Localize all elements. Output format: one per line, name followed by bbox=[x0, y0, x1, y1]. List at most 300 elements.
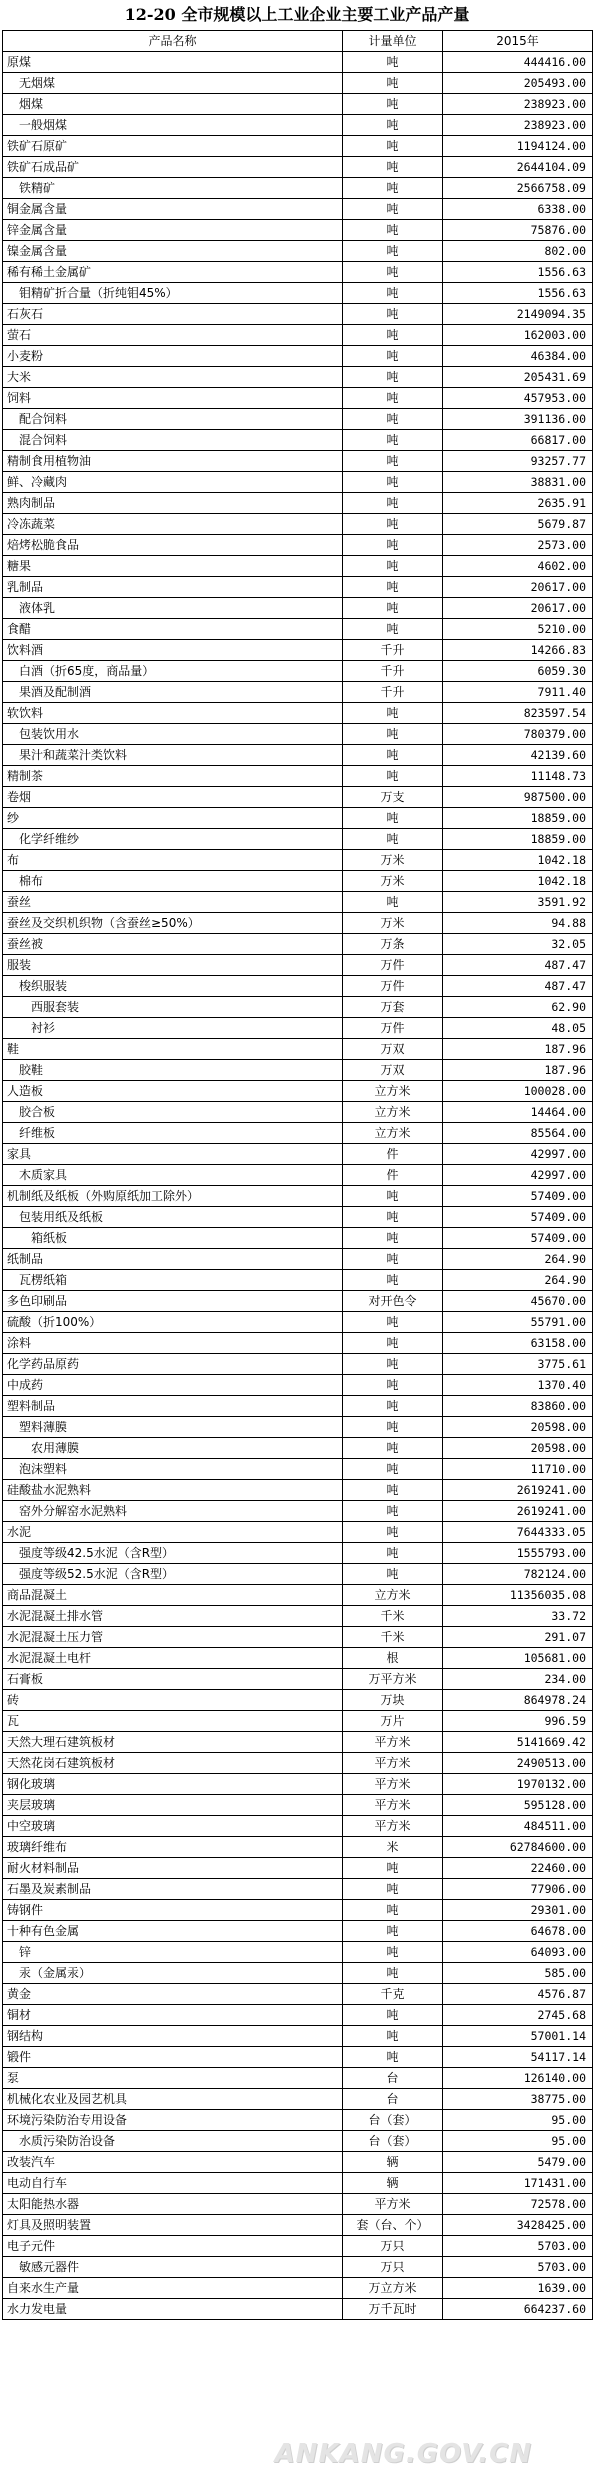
unit-cell: 吨 bbox=[343, 157, 443, 178]
production-table-wrapper bbox=[2, 30, 592, 2320]
product-name-cell: 镍金属含量 bbox=[3, 241, 343, 262]
product-name-cell: 棉布 bbox=[3, 871, 343, 892]
table-row bbox=[3, 1312, 593, 1333]
table-row bbox=[3, 913, 593, 934]
unit-cell: 吨 bbox=[343, 1333, 443, 1354]
table-row bbox=[3, 745, 593, 766]
value-cell: 105681.00 bbox=[443, 1648, 593, 1669]
table-row bbox=[3, 1123, 593, 1144]
unit-cell: 吨 bbox=[343, 52, 443, 73]
table-row bbox=[3, 1501, 593, 1522]
value-cell: 45670.00 bbox=[443, 1291, 593, 1312]
product-name-cell: 饲料 bbox=[3, 388, 343, 409]
product-name-cell: 配合饲料 bbox=[3, 409, 343, 430]
table-row bbox=[3, 178, 593, 199]
value-cell: 20598.00 bbox=[443, 1438, 593, 1459]
value-cell: 2573.00 bbox=[443, 535, 593, 556]
header-row bbox=[3, 31, 593, 52]
unit-cell: 吨 bbox=[343, 493, 443, 514]
unit-cell: 根 bbox=[343, 1648, 443, 1669]
unit-cell: 立方米 bbox=[343, 1123, 443, 1144]
unit-cell: 吨 bbox=[343, 241, 443, 262]
unit-cell: 吨 bbox=[343, 304, 443, 325]
unit-cell: 吨 bbox=[343, 1480, 443, 1501]
header-product-name: 产品名称 bbox=[3, 31, 343, 52]
product-name-cell: 饮料酒 bbox=[3, 640, 343, 661]
table-row bbox=[3, 1627, 593, 1648]
table-row bbox=[3, 1081, 593, 1102]
product-name-cell: 化学药品原药 bbox=[3, 1354, 343, 1375]
value-cell: 20617.00 bbox=[443, 598, 593, 619]
unit-cell: 吨 bbox=[343, 1921, 443, 1942]
value-cell: 5703.00 bbox=[443, 2257, 593, 2278]
table-row bbox=[3, 1144, 593, 1165]
unit-cell: 吨 bbox=[343, 73, 443, 94]
product-name-cell: 纤维板 bbox=[3, 1123, 343, 1144]
unit-cell: 平方米 bbox=[343, 1816, 443, 1837]
value-cell: 7911.40 bbox=[443, 682, 593, 703]
product-name-cell: 太阳能热水器 bbox=[3, 2194, 343, 2215]
value-cell: 18859.00 bbox=[443, 829, 593, 850]
product-name-cell: 鞋 bbox=[3, 1039, 343, 1060]
value-cell: 457953.00 bbox=[443, 388, 593, 409]
unit-cell: 万片 bbox=[343, 1711, 443, 1732]
unit-cell: 吨 bbox=[343, 1312, 443, 1333]
value-cell: 444416.00 bbox=[443, 52, 593, 73]
value-cell: 1556.63 bbox=[443, 262, 593, 283]
unit-cell: 吨 bbox=[343, 367, 443, 388]
unit-cell: 台 bbox=[343, 2089, 443, 2110]
product-name-cell: 布 bbox=[3, 850, 343, 871]
unit-cell: 千米 bbox=[343, 1627, 443, 1648]
unit-cell: 吨 bbox=[343, 808, 443, 829]
unit-cell: 吨 bbox=[343, 220, 443, 241]
product-name-cell: 水泥混凝土排水管 bbox=[3, 1606, 343, 1627]
product-name-cell: 硅酸盐水泥熟料 bbox=[3, 1480, 343, 1501]
product-name-cell: 环境污染防治专用设备 bbox=[3, 2110, 343, 2131]
unit-cell: 吨 bbox=[343, 892, 443, 913]
table-row bbox=[3, 283, 593, 304]
table-row bbox=[3, 493, 593, 514]
table-row bbox=[3, 2005, 593, 2026]
unit-cell: 吨 bbox=[343, 178, 443, 199]
product-name-cell: 原煤 bbox=[3, 52, 343, 73]
value-cell: 95.00 bbox=[443, 2110, 593, 2131]
unit-cell: 万只 bbox=[343, 2257, 443, 2278]
unit-cell: 吨 bbox=[343, 2047, 443, 2068]
value-cell: 3775.61 bbox=[443, 1354, 593, 1375]
unit-cell: 万千瓦时 bbox=[343, 2299, 443, 2320]
product-name-cell: 焙烤松脆食品 bbox=[3, 535, 343, 556]
table-row bbox=[3, 1816, 593, 1837]
unit-cell: 吨 bbox=[343, 262, 443, 283]
table-row bbox=[3, 766, 593, 787]
value-cell: 238923.00 bbox=[443, 115, 593, 136]
table-row bbox=[3, 1480, 593, 1501]
product-name-cell: 冷冻蔬菜 bbox=[3, 514, 343, 535]
value-cell: 1042.18 bbox=[443, 871, 593, 892]
value-cell: 11710.00 bbox=[443, 1459, 593, 1480]
product-name-cell: 水泥混凝土电杆 bbox=[3, 1648, 343, 1669]
unit-cell: 辆 bbox=[343, 2173, 443, 2194]
unit-cell: 吨 bbox=[343, 745, 443, 766]
unit-cell: 台（套） bbox=[343, 2131, 443, 2152]
unit-cell: 台 bbox=[343, 2068, 443, 2089]
value-cell: 2149094.35 bbox=[443, 304, 593, 325]
table-row bbox=[3, 724, 593, 745]
value-cell: 823597.54 bbox=[443, 703, 593, 724]
product-name-cell: 钼精矿折合量（折纯钼45%） bbox=[3, 283, 343, 304]
value-cell: 5703.00 bbox=[443, 2236, 593, 2257]
product-name-cell: 瓦楞纸箱 bbox=[3, 1270, 343, 1291]
unit-cell: 吨 bbox=[343, 1942, 443, 1963]
header-unit: 计量单位 bbox=[343, 31, 443, 52]
unit-cell: 平方米 bbox=[343, 1732, 443, 1753]
table-row bbox=[3, 1228, 593, 1249]
value-cell: 264.90 bbox=[443, 1270, 593, 1291]
table-row bbox=[3, 871, 593, 892]
table-row bbox=[3, 1039, 593, 1060]
value-cell: 1556.63 bbox=[443, 283, 593, 304]
unit-cell: 吨 bbox=[343, 1879, 443, 1900]
site-watermark: ANKANG.GOV.CN bbox=[274, 2439, 532, 2469]
value-cell: 126140.00 bbox=[443, 2068, 593, 2089]
product-name-cell: 服装 bbox=[3, 955, 343, 976]
product-name-cell: 白酒（折65度，商品量） bbox=[3, 661, 343, 682]
table-row bbox=[3, 1522, 593, 1543]
product-name-cell: 钢结构 bbox=[3, 2026, 343, 2047]
product-name-cell: 多色印刷品 bbox=[3, 1291, 343, 1312]
table-row bbox=[3, 1774, 593, 1795]
value-cell: 205431.69 bbox=[443, 367, 593, 388]
product-name-cell: 改装汽车 bbox=[3, 2152, 343, 2173]
unit-cell: 对开色令 bbox=[343, 1291, 443, 1312]
product-name-cell: 锌 bbox=[3, 1942, 343, 1963]
table-row bbox=[3, 52, 593, 73]
table-row bbox=[3, 1438, 593, 1459]
table-row bbox=[3, 1354, 593, 1375]
value-cell: 29301.00 bbox=[443, 1900, 593, 1921]
value-cell: 14464.00 bbox=[443, 1102, 593, 1123]
value-cell: 802.00 bbox=[443, 241, 593, 262]
table-row bbox=[3, 346, 593, 367]
product-name-cell: 蚕丝及交织机织物（含蚕丝≥50%） bbox=[3, 913, 343, 934]
unit-cell: 吨 bbox=[343, 1564, 443, 1585]
product-name-cell: 铜金属含量 bbox=[3, 199, 343, 220]
unit-cell: 万双 bbox=[343, 1039, 443, 1060]
product-name-cell: 农用薄膜 bbox=[3, 1438, 343, 1459]
unit-cell: 件 bbox=[343, 1144, 443, 1165]
unit-cell: 吨 bbox=[343, 2005, 443, 2026]
unit-cell: 吨 bbox=[343, 283, 443, 304]
unit-cell: 件 bbox=[343, 1165, 443, 1186]
table-row bbox=[3, 703, 593, 724]
product-name-cell: 液体乳 bbox=[3, 598, 343, 619]
table-row bbox=[3, 619, 593, 640]
product-name-cell: 铸钢件 bbox=[3, 1900, 343, 1921]
product-name-cell: 精制茶 bbox=[3, 766, 343, 787]
value-cell: 391136.00 bbox=[443, 409, 593, 430]
unit-cell: 吨 bbox=[343, 598, 443, 619]
unit-cell: 吨 bbox=[343, 1228, 443, 1249]
table-row bbox=[3, 808, 593, 829]
value-cell: 63158.00 bbox=[443, 1333, 593, 1354]
value-cell: 64093.00 bbox=[443, 1942, 593, 1963]
product-name-cell: 铜材 bbox=[3, 2005, 343, 2026]
value-cell: 22460.00 bbox=[443, 1858, 593, 1879]
table-row bbox=[3, 1165, 593, 1186]
product-name-cell: 稀有稀土金属矿 bbox=[3, 262, 343, 283]
table-row bbox=[3, 1291, 593, 1312]
unit-cell: 平方米 bbox=[343, 1795, 443, 1816]
unit-cell: 吨 bbox=[343, 1186, 443, 1207]
product-name-cell: 无烟煤 bbox=[3, 73, 343, 94]
value-cell: 2566758.09 bbox=[443, 178, 593, 199]
table-row bbox=[3, 1585, 593, 1606]
value-cell: 20598.00 bbox=[443, 1417, 593, 1438]
value-cell: 205493.00 bbox=[443, 73, 593, 94]
table-row bbox=[3, 577, 593, 598]
product-name-cell: 水力发电量 bbox=[3, 2299, 343, 2320]
product-name-cell: 十种有色金属 bbox=[3, 1921, 343, 1942]
value-cell: 57001.14 bbox=[443, 2026, 593, 2047]
table-row bbox=[3, 2131, 593, 2152]
unit-cell: 千升 bbox=[343, 640, 443, 661]
table-row bbox=[3, 535, 593, 556]
table-row bbox=[3, 367, 593, 388]
unit-cell: 吨 bbox=[343, 1438, 443, 1459]
product-name-cell: 软饮料 bbox=[3, 703, 343, 724]
value-cell: 100028.00 bbox=[443, 1081, 593, 1102]
table-row bbox=[3, 661, 593, 682]
table-row bbox=[3, 1018, 593, 1039]
value-cell: 484511.00 bbox=[443, 1816, 593, 1837]
unit-cell: 吨 bbox=[343, 1858, 443, 1879]
unit-cell: 万立方米 bbox=[343, 2278, 443, 2299]
value-cell: 487.47 bbox=[443, 976, 593, 997]
unit-cell: 万平方米 bbox=[343, 1669, 443, 1690]
value-cell: 6338.00 bbox=[443, 199, 593, 220]
product-name-cell: 化学纤维纱 bbox=[3, 829, 343, 850]
product-name-cell: 天然大理石建筑板材 bbox=[3, 1732, 343, 1753]
unit-cell: 千克 bbox=[343, 1984, 443, 2005]
table-row bbox=[3, 1396, 593, 1417]
product-name-cell: 灯具及照明装置 bbox=[3, 2215, 343, 2236]
value-cell: 66817.00 bbox=[443, 430, 593, 451]
product-name-cell: 萤石 bbox=[3, 325, 343, 346]
product-name-cell: 家具 bbox=[3, 1144, 343, 1165]
product-name-cell: 大米 bbox=[3, 367, 343, 388]
product-name-cell: 石墨及炭素制品 bbox=[3, 1879, 343, 1900]
table-row bbox=[3, 1186, 593, 1207]
value-cell: 1194124.00 bbox=[443, 136, 593, 157]
table-row bbox=[3, 2257, 593, 2278]
table-row bbox=[3, 472, 593, 493]
value-cell: 4576.87 bbox=[443, 1984, 593, 2005]
table-row bbox=[3, 136, 593, 157]
table-title: 12-20 全市规模以上工业企业主要工业产品产量 bbox=[124, 5, 470, 24]
unit-cell: 吨 bbox=[343, 115, 443, 136]
unit-cell: 吨 bbox=[343, 766, 443, 787]
unit-cell: 吨 bbox=[343, 1354, 443, 1375]
product-name-cell: 窑外分解窑水泥熟料 bbox=[3, 1501, 343, 1522]
table-row bbox=[3, 2194, 593, 2215]
table-row bbox=[3, 1711, 593, 1732]
unit-cell: 吨 bbox=[343, 724, 443, 745]
product-name-cell: 果酒及配制酒 bbox=[3, 682, 343, 703]
product-name-cell: 箱纸板 bbox=[3, 1228, 343, 1249]
product-name-cell: 钢化玻璃 bbox=[3, 1774, 343, 1795]
product-name-cell: 纸制品 bbox=[3, 1249, 343, 1270]
value-cell: 32.05 bbox=[443, 934, 593, 955]
product-name-cell: 耐火材料制品 bbox=[3, 1858, 343, 1879]
value-cell: 2635.91 bbox=[443, 493, 593, 514]
unit-cell: 吨 bbox=[343, 1459, 443, 1480]
product-name-cell: 蚕丝被 bbox=[3, 934, 343, 955]
product-name-cell: 衬衫 bbox=[3, 1018, 343, 1039]
value-cell: 1370.40 bbox=[443, 1375, 593, 1396]
value-cell: 5141669.42 bbox=[443, 1732, 593, 1753]
table-row bbox=[3, 955, 593, 976]
value-cell: 238923.00 bbox=[443, 94, 593, 115]
unit-cell: 万双 bbox=[343, 1060, 443, 1081]
table-row bbox=[3, 976, 593, 997]
unit-cell: 千升 bbox=[343, 682, 443, 703]
table-row bbox=[3, 1102, 593, 1123]
value-cell: 93257.77 bbox=[443, 451, 593, 472]
product-name-cell: 黄金 bbox=[3, 1984, 343, 2005]
value-cell: 54117.14 bbox=[443, 2047, 593, 2068]
unit-cell: 吨 bbox=[343, 619, 443, 640]
value-cell: 3428425.00 bbox=[443, 2215, 593, 2236]
table-row bbox=[3, 787, 593, 808]
value-cell: 85564.00 bbox=[443, 1123, 593, 1144]
table-row bbox=[3, 2173, 593, 2194]
table-row bbox=[3, 430, 593, 451]
product-name-cell: 汞（金属汞） bbox=[3, 1963, 343, 1984]
unit-cell: 吨 bbox=[343, 451, 443, 472]
table-row bbox=[3, 388, 593, 409]
unit-cell: 吨 bbox=[343, 1522, 443, 1543]
product-name-cell: 混合饲料 bbox=[3, 430, 343, 451]
unit-cell: 万米 bbox=[343, 871, 443, 892]
value-cell: 187.96 bbox=[443, 1060, 593, 1081]
value-cell: 77906.00 bbox=[443, 1879, 593, 1900]
product-name-cell: 机械化农业及园艺机具 bbox=[3, 2089, 343, 2110]
table-row bbox=[3, 157, 593, 178]
value-cell: 171431.00 bbox=[443, 2173, 593, 2194]
table-header bbox=[3, 31, 593, 52]
value-cell: 585.00 bbox=[443, 1963, 593, 1984]
table-row bbox=[3, 115, 593, 136]
value-cell: 996.59 bbox=[443, 1711, 593, 1732]
product-name-cell: 电动自行车 bbox=[3, 2173, 343, 2194]
product-name-cell: 石膏板 bbox=[3, 1669, 343, 1690]
unit-cell: 吨 bbox=[343, 1375, 443, 1396]
value-cell: 780379.00 bbox=[443, 724, 593, 745]
table-row bbox=[3, 997, 593, 1018]
table-row bbox=[3, 451, 593, 472]
value-cell: 57409.00 bbox=[443, 1228, 593, 1249]
unit-cell: 吨 bbox=[343, 1963, 443, 1984]
table-row bbox=[3, 1564, 593, 1585]
table-row bbox=[3, 262, 593, 283]
unit-cell: 吨 bbox=[343, 430, 443, 451]
product-name-cell: 果汁和蔬菜汁类饮料 bbox=[3, 745, 343, 766]
unit-cell: 千升 bbox=[343, 661, 443, 682]
table-row bbox=[3, 1921, 593, 1942]
table-row bbox=[3, 1795, 593, 1816]
value-cell: 57409.00 bbox=[443, 1207, 593, 1228]
unit-cell: 吨 bbox=[343, 1396, 443, 1417]
value-cell: 38775.00 bbox=[443, 2089, 593, 2110]
value-cell: 595128.00 bbox=[443, 1795, 593, 1816]
product-name-cell: 糖果 bbox=[3, 556, 343, 577]
table-row bbox=[3, 199, 593, 220]
value-cell: 14266.83 bbox=[443, 640, 593, 661]
product-name-cell: 玻璃纤维布 bbox=[3, 1837, 343, 1858]
table-row bbox=[3, 1984, 593, 2005]
unit-cell: 吨 bbox=[343, 325, 443, 346]
product-name-cell: 西服套装 bbox=[3, 997, 343, 1018]
value-cell: 75876.00 bbox=[443, 220, 593, 241]
table-row bbox=[3, 1732, 593, 1753]
product-name-cell: 铁矿石原矿 bbox=[3, 136, 343, 157]
unit-cell: 立方米 bbox=[343, 1081, 443, 1102]
value-cell: 291.07 bbox=[443, 1627, 593, 1648]
value-cell: 20617.00 bbox=[443, 577, 593, 598]
value-cell: 62784600.00 bbox=[443, 1837, 593, 1858]
product-name-cell: 涂料 bbox=[3, 1333, 343, 1354]
table-row bbox=[3, 1417, 593, 1438]
unit-cell: 套（台、个） bbox=[343, 2215, 443, 2236]
table-row bbox=[3, 1942, 593, 1963]
value-cell: 664237.60 bbox=[443, 2299, 593, 2320]
unit-cell: 吨 bbox=[343, 2026, 443, 2047]
unit-cell: 吨 bbox=[343, 1501, 443, 1522]
value-cell: 782124.00 bbox=[443, 1564, 593, 1585]
product-name-cell: 强度等级42.5水泥（含R型） bbox=[3, 1543, 343, 1564]
value-cell: 2619241.00 bbox=[443, 1501, 593, 1522]
product-name-cell: 中空玻璃 bbox=[3, 1816, 343, 1837]
unit-cell: 立方米 bbox=[343, 1102, 443, 1123]
product-name-cell: 硫酸（折100%） bbox=[3, 1312, 343, 1333]
unit-cell: 千米 bbox=[343, 1606, 443, 1627]
value-cell: 2745.68 bbox=[443, 2005, 593, 2026]
product-name-cell: 小麦粉 bbox=[3, 346, 343, 367]
table-row bbox=[3, 2152, 593, 2173]
unit-cell: 万条 bbox=[343, 934, 443, 955]
table-row bbox=[3, 241, 593, 262]
unit-cell: 平方米 bbox=[343, 2194, 443, 2215]
unit-cell: 吨 bbox=[343, 136, 443, 157]
table-row bbox=[3, 850, 593, 871]
unit-cell: 万只 bbox=[343, 2236, 443, 2257]
product-name-cell: 泵 bbox=[3, 2068, 343, 2089]
value-cell: 64678.00 bbox=[443, 1921, 593, 1942]
value-cell: 57409.00 bbox=[443, 1186, 593, 1207]
unit-cell: 万件 bbox=[343, 955, 443, 976]
value-cell: 46384.00 bbox=[443, 346, 593, 367]
table-row bbox=[3, 934, 593, 955]
unit-cell: 吨 bbox=[343, 1543, 443, 1564]
product-name-cell: 泡沫塑料 bbox=[3, 1459, 343, 1480]
value-cell: 42139.60 bbox=[443, 745, 593, 766]
unit-cell: 吨 bbox=[343, 346, 443, 367]
table-row bbox=[3, 1606, 593, 1627]
table-row bbox=[3, 1900, 593, 1921]
unit-cell: 平方米 bbox=[343, 1774, 443, 1795]
